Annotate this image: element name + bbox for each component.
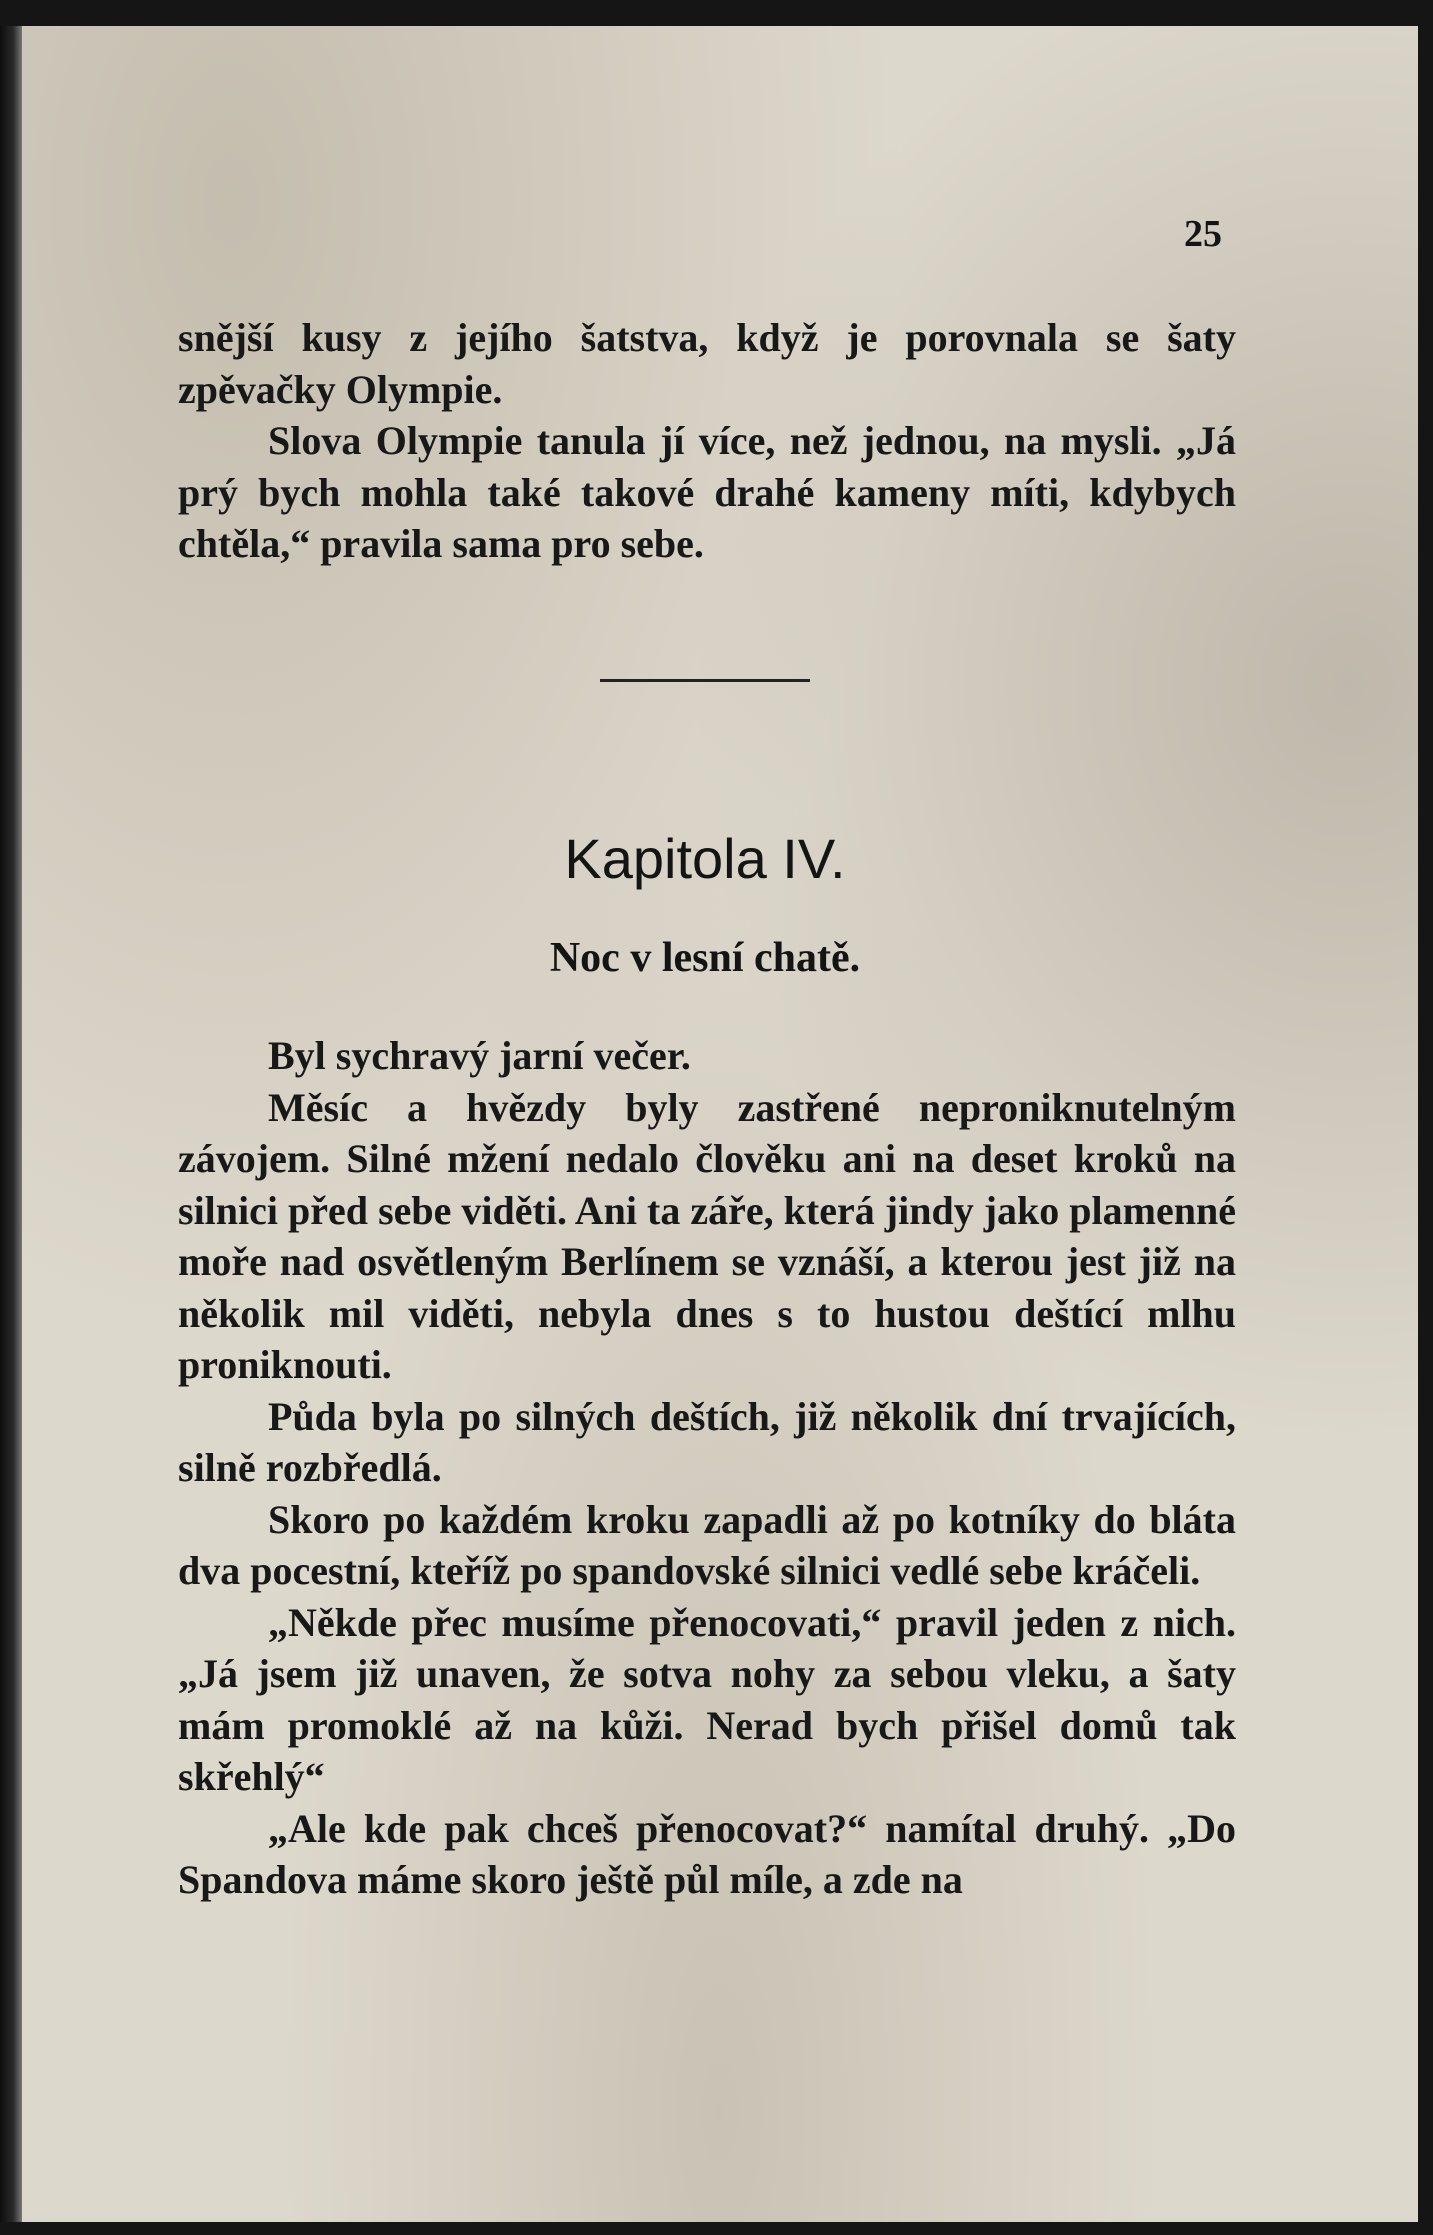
book-binding-edge (0, 26, 22, 2222)
chapter-title: Kapitola IV. (564, 827, 846, 890)
paragraph: Slova Olympie tanula jí více, než jednou, na mysli. „Já prý bych mohla také takové drahé kameny míti, kdybych chtěla,“ pravila sama pro sebe. (178, 418, 1236, 566)
chapter-subtitle: Noc v lesní chatě. (549, 935, 861, 981)
paragraph: „Někde přec musíme přenocovati,“ pravil jeden z nich. „Já jsem již unaven, že sotva nohy za sebou vleku, a šaty mám promoklé až na kůži. Nerad bych přišel domů tak skřehlý“ (178, 1599, 1236, 1799)
chapter-body (178, 1030, 1236, 1906)
page-number: 25 (1184, 213, 1222, 255)
paragraph: Měsíc a hvězdy byly zastřené neproniknutelným závojem. Silné mžení nedalo člověku ani na deset kroků na silnici před sebe viděti. Ani ta záře, která jindy jako plamenné moře nad osvětleným Berlínem se vznáší, a kterou jest již na několik mil viděti, nebyla dnes s to hustou deštící mlhu proniknouti. (178, 1084, 1236, 1387)
paragraph: Skoro po každém kroku zapadli až po kotníky do bláta dva pocestní, kteříž po spandovské silnici vedlé sebe kráčeli. (178, 1496, 1236, 1593)
section-divider-rule (600, 679, 810, 682)
book-page (22, 26, 1418, 2222)
top-text-block (178, 312, 1236, 570)
paragraph: Byl sychravý jarní večer. (268, 1033, 691, 1078)
paragraph-continuation: snější kusy z jejího šatstva, když je porovnala se šaty zpěvačky Olympie. (178, 315, 1236, 412)
paragraph: Půda byla po silných deštích, již několik dní trvajících, silně rozbředlá. (178, 1393, 1236, 1490)
paragraph: „Ale kde pak chceš přenocovat?“ namítal druhý. „Do Spandova máme skoro ještě půl míle, a zde na (178, 1805, 1236, 1902)
